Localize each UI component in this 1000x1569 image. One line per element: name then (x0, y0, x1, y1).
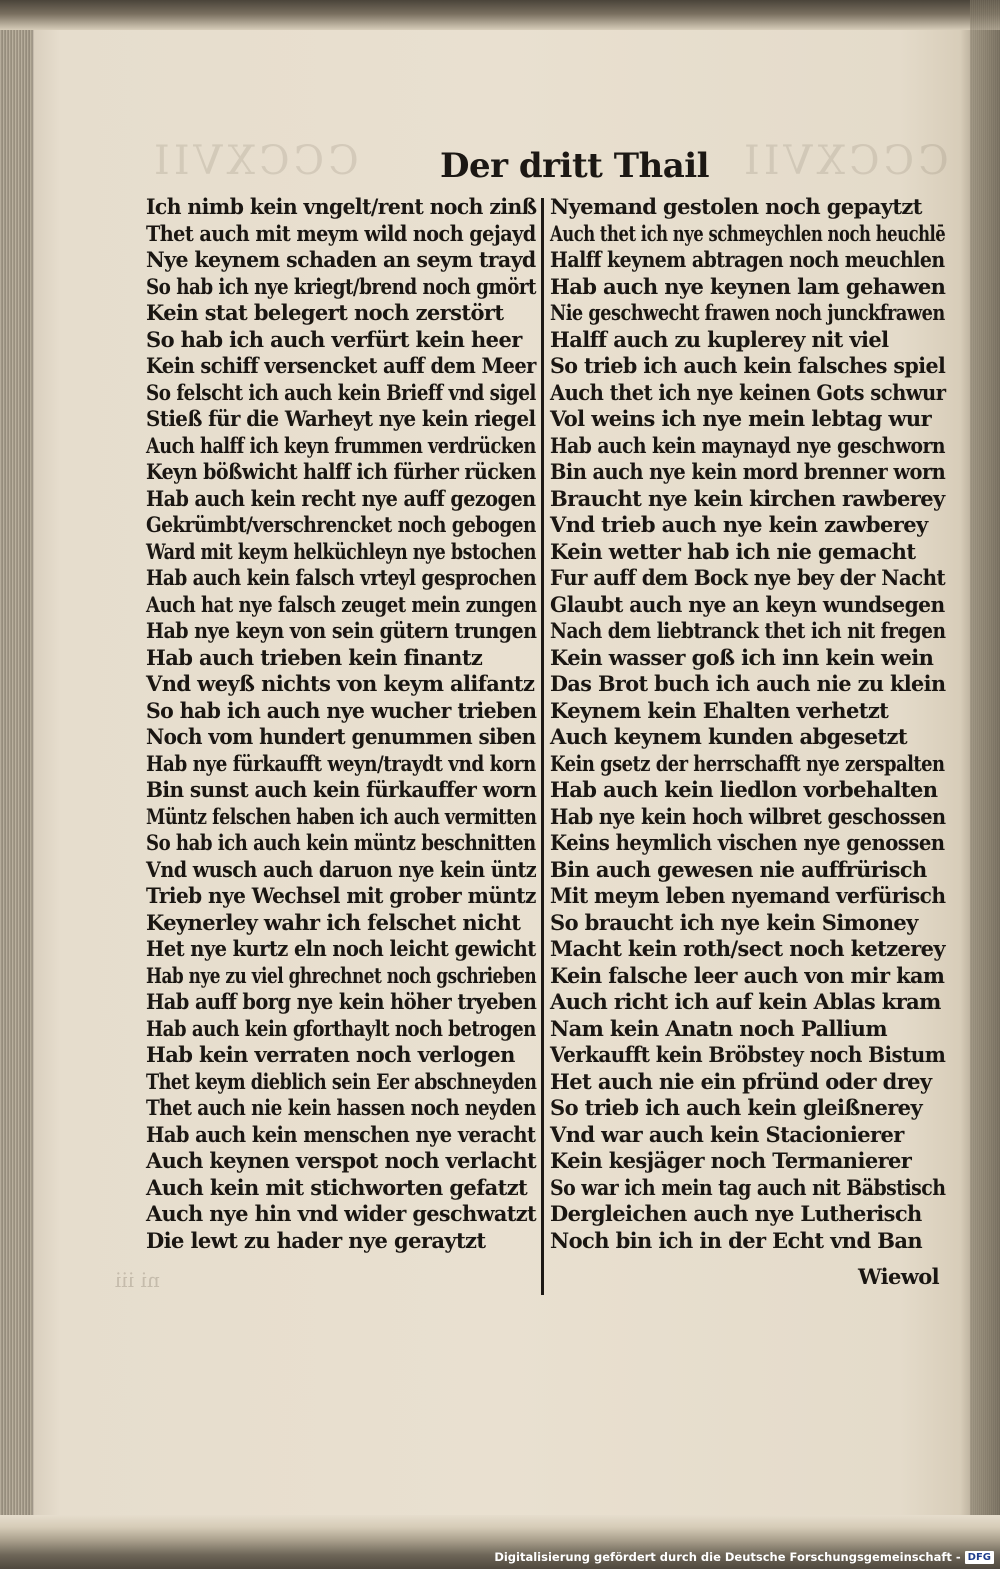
verse-line: Vnd war auch kein Stacionierer (550, 1121, 904, 1147)
verse-line: Keynerley wahr ich felschet nicht (146, 909, 521, 935)
verse-line: Dergleichen auch nye Lutherisch (550, 1201, 922, 1226)
verse-line: So hab ich nye kriegt/brend noch gmört (146, 273, 536, 299)
verse-line: Thet auch mit meym wild noch gejayd (146, 220, 536, 246)
footer-credit (494, 1548, 994, 1566)
verse-line: Kein falsche leer auch von mir kam (550, 962, 945, 988)
verse-line: Thet auch nie kein hassen noch neyden (146, 1095, 536, 1120)
right-page-edge (970, 0, 1000, 1569)
verse-line: Vnd wusch auch daruon nye kein üntz (146, 856, 537, 882)
verse-line: Halff auch zu kuplerey nit viel (550, 326, 889, 352)
verse-line: Keynem kein Ehalten verhetzt (550, 697, 889, 723)
verse-line: Hab nye keyn von sein gütern trungen (146, 618, 537, 643)
verse-line: Vnd weyß nichts von keym alifantz (146, 671, 535, 696)
left-column (146, 194, 536, 1254)
verse-line: Nam kein Anatn noch Pallium (550, 1015, 887, 1041)
verse-line: So braucht ich nye kein Simoney (550, 909, 918, 935)
verse-line: So hab ich auch nye wucher trieben (146, 697, 537, 723)
catchword: Wiewol (858, 1264, 940, 1289)
page-edge-stack (0, 30, 32, 1520)
verse-line: Het nye kurtz eln noch leicht gewicht (146, 936, 536, 961)
verse-line: Auch nye hin vnd wider geschwatzt (146, 1201, 537, 1226)
verse-line: Hab nye kein hoch wilbret geschossen (550, 803, 946, 829)
dfg-logo-icon: DFG (965, 1551, 994, 1564)
verse-line: Die lewt zu hader nye geraytzt (146, 1227, 486, 1253)
verse-line: Hab auch kein recht nye auff gezogen (146, 485, 536, 511)
show-through-right: CCCXVII (740, 138, 949, 184)
verse-line: Bin sunst auch kein fürkauffer worn (146, 777, 537, 802)
verse-line: Kein wetter hab ich nie gemacht (550, 538, 916, 564)
verse-line: Auch thet ich nye keinen Gots schwur (550, 379, 946, 405)
verse-line: Verkaufft kein Bröbstey noch Bistum (550, 1042, 946, 1067)
verse-line: Hab auch kein gforthaylt noch betrogen (146, 1015, 536, 1041)
verse-line: Keyn bößwicht halff ich fürher rücken (146, 459, 536, 484)
verse-line: Mit meym leben nyemand verfürisch (550, 883, 946, 908)
verse-line: Stieß für die Warheyt nye kein riegel (146, 406, 536, 431)
verse-line: Auch thet ich nye schmeychlen noch heuchlē (550, 220, 946, 246)
page-title: Der dritt Thail (440, 146, 710, 186)
verse-line: So trieb ich auch kein gleißnerey (550, 1095, 923, 1120)
page-top-shadow (0, 0, 1000, 30)
verse-line: Noch vom hundert genummen siben (146, 724, 536, 749)
show-through-left: CCCXVII (150, 138, 359, 184)
verse-line: Hab auff borg nye kein höher tryeben (146, 989, 537, 1014)
verse-line: Hab kein verraten noch verlogen (146, 1042, 515, 1067)
verse-line: Vol weins ich nye mein lebtag wur (550, 406, 932, 431)
verse-line: So trieb ich auch kein falsches spiel (550, 353, 946, 378)
verse-line: Hab nye fürkaufft weyn/traydt vnd korn (146, 750, 536, 776)
verse-line: Hab auch trieben kein finantz (146, 644, 483, 670)
verse-line: So hab ich auch verfürt kein heer (146, 326, 522, 352)
verse-line: Hab auch nye keynen lam gehawen (550, 273, 946, 299)
verse-line: Kein stat belegert noch zerstört (146, 300, 504, 325)
verse-line: Noch bin ich in der Echt vnd Ban (550, 1227, 923, 1253)
verse-line: Nie geschwecht frawen noch junckfrawen (550, 300, 945, 325)
credit-text: Digitalisierung gefördert durch die Deutsche Forschungsgemeinschaft - (494, 1550, 961, 1564)
column-divider (541, 198, 544, 1295)
verse-line: Hab auch kein liedlon vorbehalten (550, 777, 938, 802)
verse-line: Auch keynem kunden abgesetzt (550, 724, 907, 749)
verse-line: Kein schiff versencket auff dem Meer (146, 353, 536, 378)
verse-line: Braucht nye kein kirchen rawberey (550, 485, 945, 511)
verse-line: Keins heymlich vischen nye genossen (550, 830, 945, 855)
verse-line: Auch keynen verspot noch verlacht (146, 1148, 537, 1173)
verse-line: Kein wasser goß ich inn kein wein (550, 644, 934, 670)
verse-line: Thet keym dieblich sein Eer abschneyden (146, 1068, 537, 1094)
show-through-signature: ni iii (115, 1268, 160, 1292)
verse-line: Auch halff ich keyn frummen verdrücken (146, 432, 536, 458)
verse-line: Hab auch kein falsch vrteyl gesprochen (146, 565, 537, 590)
verse-line: Auch richt ich auf kein Ablas kram (550, 989, 941, 1014)
verse-line: Nyemand gestolen noch gepaytzt (550, 194, 922, 219)
verse-line: Bin auch nye kein mord brenner worn (550, 459, 946, 484)
verse-line: Kein gsetz der herrschafft nye zerspalten (550, 750, 945, 776)
verse-line: Vnd trieb auch nye kein zawberey (550, 512, 928, 537)
verse-line: So hab ich auch kein müntz beschnitten (146, 830, 536, 855)
verse-line: Kein kesjäger noch Termanierer (550, 1148, 912, 1173)
verse-line: Macht kein roth/sect noch ketzerey (550, 936, 945, 961)
right-column (550, 194, 945, 1254)
verse-line: Ward mit keym helküchleyn nye bstochen (146, 538, 536, 564)
verse-line: Halff keynem abtragen noch meuchlen (550, 247, 945, 272)
verse-line: Trieb nye Wechsel mit grober müntz (146, 883, 536, 908)
verse-line: Nye keynem schaden an seym trayd (146, 247, 536, 272)
verse-line: Hab auch kein menschen nye veracht (146, 1121, 536, 1147)
verse-line: So felscht ich auch kein Brieff vnd sigel (146, 379, 536, 405)
verse-line: Glaubt auch nye an keyn wundsegen (550, 591, 945, 617)
verse-line: Fur auff dem Bock nye bey der Nacht (550, 565, 946, 590)
verse-line: Auch kein mit stichworten gefatzt (146, 1174, 528, 1200)
verse-line: Bin auch gewesen nie auffrürisch (550, 856, 927, 882)
verse-line: Het auch nie ein pfründ oder drey (550, 1068, 932, 1094)
verse-line: Das Brot buch ich auch nie zu klein (550, 671, 946, 696)
verse-line: Hab auch kein maynayd nye geschworn (550, 432, 945, 458)
verse-line: Auch hat nye falsch zeuget mein zungen (146, 591, 537, 617)
verse-line: Gekrümbt/verschrencket noch gebogen (146, 512, 536, 537)
verse-line: Ich nimb kein vngelt/rent noch zinß (146, 194, 537, 219)
verse-line: Müntz felschen haben ich auch vermitten (146, 803, 537, 829)
verse-line: Nach dem liebtranck thet ich nit fregen (550, 618, 946, 643)
verse-line: Hab nye zu viel ghrechnet noch gschrieben (146, 962, 537, 988)
verse-line: So war ich mein tag auch nit Bäbstisch (550, 1174, 946, 1200)
